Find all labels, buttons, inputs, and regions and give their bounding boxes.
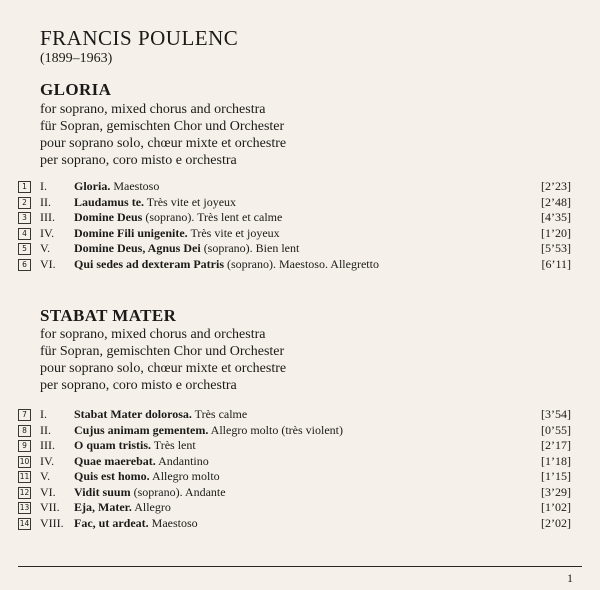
track-duration: [1’20]: [541, 225, 571, 240]
track-number-box: 13: [19, 503, 30, 512]
movement-description: [74, 516, 198, 532]
movement-title: Gloria.: [74, 179, 111, 193]
scoring-line: for soprano, mixed chorus and orchestra: [40, 102, 266, 117]
composer-dates: (1899–1963): [40, 51, 113, 66]
movement-description: [74, 210, 282, 226]
track-list-gloria: [18, 179, 580, 272]
movement-detail: (soprano). Andante: [130, 484, 226, 499]
track-duration: [3’29]: [541, 484, 571, 499]
movement-title: Domine Deus, Agnus Dei: [74, 241, 201, 255]
movement-numeral: VI.: [40, 256, 56, 271]
movement-numeral: III.: [40, 438, 55, 452]
movement-title: Quis est homo.: [74, 469, 150, 483]
track-row: [18, 500, 580, 516]
movement-detail: Très vite et joyeux: [187, 225, 280, 240]
movement-detail: Maestoso: [110, 179, 160, 193]
track-row: [18, 257, 580, 273]
scoring-line: pour soprano solo, chœur mixte et orchestre: [40, 361, 287, 376]
movement-title: Quae maerebat.: [74, 453, 156, 468]
track-number-box: 10: [19, 456, 30, 466]
track-number-box: 9: [18, 440, 31, 452]
movement-detail: (soprano). Bien lent: [200, 241, 300, 255]
movement-numeral: IV.: [40, 453, 55, 468]
movement-detail: Très vite et joyeux: [144, 194, 237, 209]
scoring-line: pour soprano solo, chœur mixte et orchestre: [40, 136, 287, 151]
track-duration: [2’23]: [541, 179, 571, 193]
movement-title: Eja, Mater.: [74, 500, 132, 514]
movement-description: [74, 485, 226, 501]
footer-rule: [18, 566, 582, 567]
movement-numeral: III.: [40, 210, 55, 224]
page-number: 1: [567, 571, 573, 585]
track-row: [18, 438, 580, 454]
track-row: [18, 226, 580, 242]
track-row: [18, 241, 580, 257]
movement-detail: (soprano). Très lent et calme: [142, 210, 283, 224]
movement-description: [74, 407, 247, 423]
movement-description: [74, 469, 220, 485]
scoring-line: für Sopran, gemischten Chor und Orchester: [40, 344, 285, 359]
track-row: [18, 469, 580, 485]
movement-detail: Allegro molto: [149, 469, 220, 483]
movement-numeral: II.: [40, 194, 51, 209]
work-title-stabat-mater: STABAT MATER: [40, 306, 177, 325]
movement-detail: Maestoso: [148, 515, 198, 530]
track-row: [18, 210, 580, 226]
track-duration: [2’02]: [541, 515, 571, 530]
track-duration: [6’11]: [541, 256, 571, 271]
track-row: [18, 179, 580, 195]
scoring-line: per soprano, coro misto e orchestra: [40, 153, 237, 168]
movement-title: Laudamus te.: [74, 194, 145, 209]
track-number-box: 6: [18, 259, 31, 271]
scoring-gloria: [40, 101, 286, 169]
movement-title: Vidit suum: [74, 484, 131, 499]
scoring-line: für Sopran, gemischten Chor und Orchester: [40, 119, 285, 134]
scoring-line: per soprano, coro misto e orchestra: [40, 378, 237, 393]
scoring-line: for soprano, mixed chorus and orchestra: [40, 327, 266, 342]
track-number-box: 11: [19, 472, 30, 481]
movement-numeral: I.: [40, 407, 47, 421]
movement-description: [74, 226, 280, 242]
movement-numeral: V.: [40, 469, 51, 483]
movement-detail: Très calme: [191, 407, 248, 421]
track-number-box: 14: [19, 518, 30, 528]
movement-numeral: VII.: [40, 500, 60, 514]
movement-title: O quam tristis.: [74, 438, 152, 452]
scoring-stabat-mater: [40, 326, 286, 394]
track-duration: [1’15]: [541, 469, 571, 483]
track-duration: [2’17]: [541, 438, 571, 452]
movement-description: [74, 241, 299, 257]
movement-title: Stabat Mater dolorosa.: [74, 407, 192, 421]
movement-detail: Allegro: [131, 500, 171, 514]
movement-numeral: I.: [40, 179, 47, 193]
movement-numeral: IV.: [40, 225, 55, 240]
track-duration: [2’48]: [541, 194, 571, 209]
track-duration: [5’53]: [541, 241, 571, 255]
track-number-box: 3: [18, 212, 31, 224]
track-duration: [3’54]: [541, 407, 571, 421]
movement-numeral: VIII.: [40, 515, 64, 530]
track-list-stabat-mater: [18, 407, 580, 531]
track-duration: [0’55]: [541, 422, 571, 437]
movement-title: Domine Deus: [74, 210, 143, 224]
work-title-gloria: GLORIA: [40, 80, 112, 99]
movement-description: [74, 195, 236, 211]
track-row: [18, 454, 580, 470]
track-number-box: 5: [18, 243, 31, 255]
track-row: [18, 407, 580, 423]
track-row: [18, 423, 580, 439]
track-number-box: 7: [18, 409, 31, 421]
composer-name: FRANCIS POULENC: [40, 26, 239, 50]
movement-detail: (soprano). Maestoso. Allegretto: [223, 256, 379, 271]
movement-title: Qui sedes ad dexteram Patris: [74, 256, 224, 271]
movement-numeral: VI.: [40, 484, 56, 499]
movement-detail: Très lent: [151, 438, 196, 452]
movement-title: Domine Fili unigenite.: [74, 225, 188, 240]
movement-title: Fac, ut ardeat.: [74, 515, 149, 530]
track-duration: [1’02]: [541, 500, 571, 514]
track-number-box: 2: [18, 197, 31, 209]
track-number-box: 8: [18, 425, 31, 437]
movement-description: [74, 454, 209, 470]
track-number-box: 4: [18, 228, 31, 240]
movement-numeral: V.: [40, 241, 51, 255]
movement-description: [74, 438, 196, 454]
movement-numeral: II.: [40, 422, 51, 437]
movement-description: [74, 179, 159, 195]
movement-description: [74, 500, 171, 516]
track-row: [18, 195, 580, 211]
movement-title: Cujus animam gementem.: [74, 422, 209, 437]
track-number-box: 1: [18, 181, 31, 193]
movement-description: [74, 423, 343, 439]
track-number-box: 12: [19, 487, 30, 497]
movement-description: [74, 257, 379, 273]
track-duration: [4’35]: [541, 210, 571, 224]
movement-detail: Allegro molto (très violent): [208, 422, 343, 437]
track-row: [18, 516, 580, 532]
movement-detail: Andantino: [155, 453, 209, 468]
track-duration: [1’18]: [541, 453, 571, 468]
track-row: [18, 485, 580, 501]
